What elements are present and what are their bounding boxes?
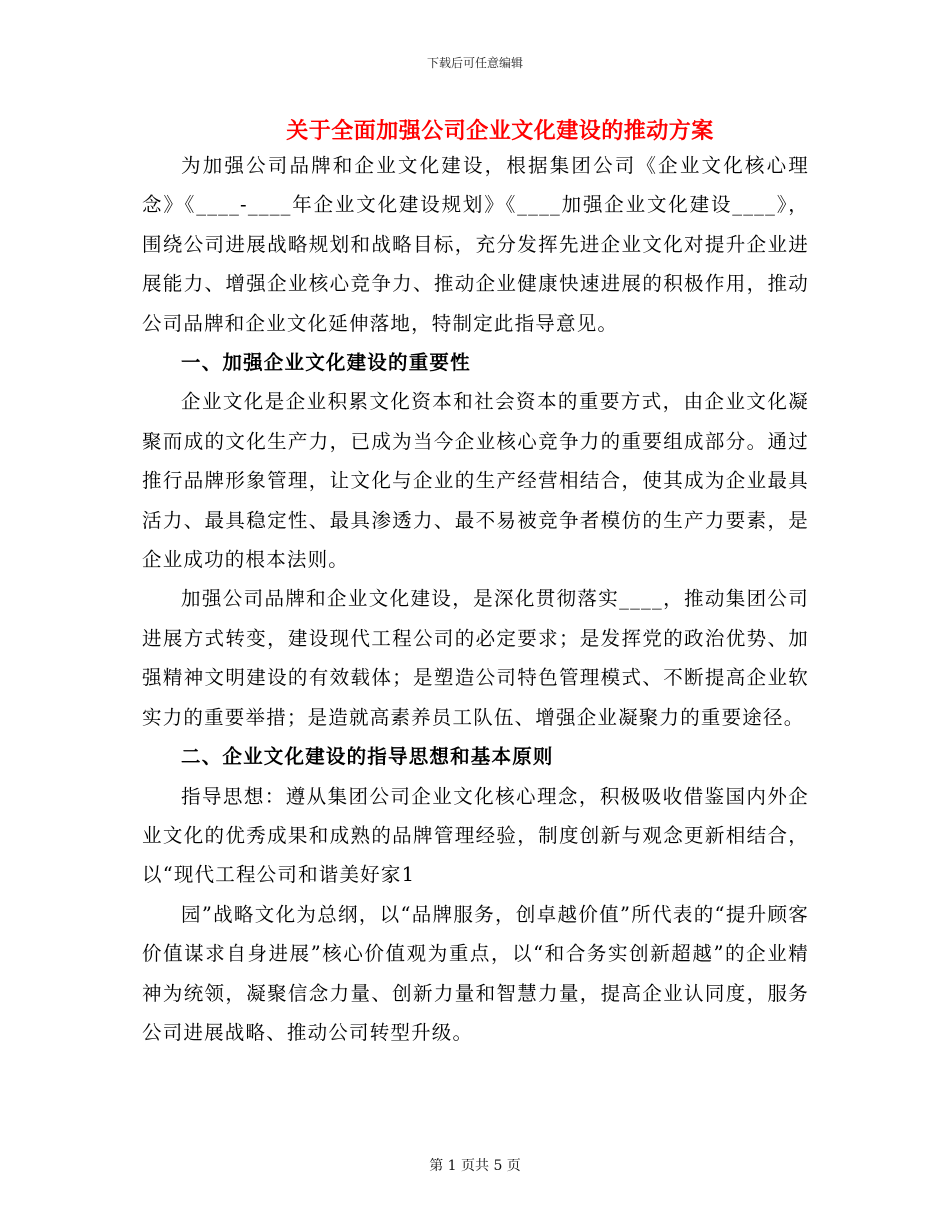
page-header-note: 下载后可任意编辑	[426, 56, 523, 70]
section2-paragraph-1: 指导思想：遵从集团公司企业文化核心理念，积极吸收借鉴国内外企业文化的优秀成果和成熟的品牌管理经验，制度创新与观念更新相结合，以“现代工程公司和谐美好家1	[142, 784, 809, 887]
document-title: 关于全面加强公司企业文化建设的推动方案	[286, 118, 714, 144]
section2-paragraph-2: 园”战略文化为总纲，以“品牌服务，创卓越价值”所代表的“提升顾客价值谋求自身进展”核心价值观为重点，以“和合务实创新超越”的企业精神为统领，凝聚信念力量、创新力量和智慧力量，提高企业认同度，服务公司进展战略、推动公司转型升级。	[142, 902, 809, 1044]
page-number-footer: 第 1 页共 5 页	[429, 1158, 521, 1174]
section-heading-1: 一、加强企业文化建设的重要性	[181, 351, 471, 375]
section1-paragraph-2: 加强公司品牌和企业文化建设，是深化贯彻落实____，推动集团公司进展方式转变，建设现代工程公司的必定要求；是发挥党的政治优势、加强精神文明建设的有效载体；是塑造公司特色管理模式、不断提高企业软实力的重要举措；是造就高素养员工队伍、增强企业凝聚力的重要途径。	[142, 587, 809, 729]
section-heading-2: 二、企业文化建设的指导思想和基本原则	[181, 745, 554, 769]
intro-paragraph: 为加强公司品牌和企业文化建设，根据集团公司《企业文化核心理念》《____-____年企业文化建设规划》《____加强企业文化建设____》，围绕公司进展战略规划和战略目标，充分发挥先进企业文化对提升企业进展能力、增强企业核心竞争力、推动企业健康快速进展的积极作用，推动公司品牌和企业文化延伸落地，特制定此指导意见。	[142, 154, 809, 335]
section1-paragraph-1: 企业文化是企业积累文化资本和社会资本的重要方式，由企业文化凝聚而成的文化生产力，已成为当今企业核心竞争力的重要组成部分。通过推行品牌形象管理，让文化与企业的生产经营相结合，使其成为企业最具活力、最具稳定性、最具渗透力、最不易被竞争者模仿的生产力要素，是企业成功的根本法则。	[142, 390, 809, 572]
document-body	[142, 146, 809, 1052]
